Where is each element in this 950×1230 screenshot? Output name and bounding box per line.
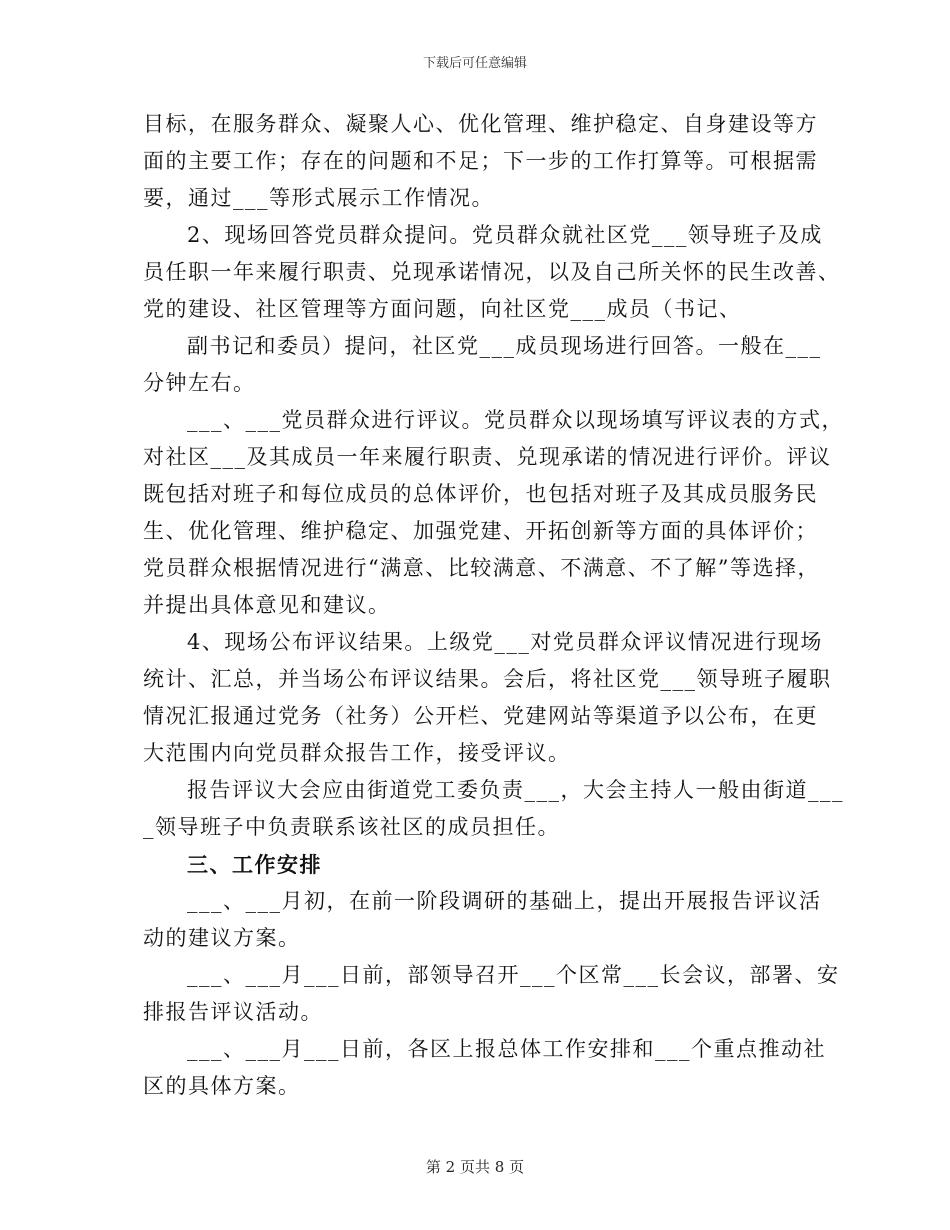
paragraph-line: 报告评议大会应由街道党工委负责___，大会主持人一般由街道___ — [187, 778, 844, 802]
paragraph-line: 党员群众根据情况进行“满意、比较满意、不满意、不了解”等选择， — [143, 556, 820, 580]
paragraph-line: 统计、汇总，并当场公布评议结果。会后，将社区党___领导班子履职 — [143, 667, 832, 691]
paragraph-line: 目标，在服务群众、凝聚人心、优化管理、维护稳定、自身建设等方 — [143, 112, 818, 136]
paragraph-line: _领导班子中负责联系该社区的成员担任。 — [143, 815, 560, 839]
paragraph-line: 动的建议方案。 — [143, 926, 301, 950]
paragraph-line: 员任职一年来履行职责、兑现承诺情况，以及自己所关怀的民生改善、 — [143, 260, 841, 284]
paragraph-line: 2、现场回答党员群众提问。党员群众就社区党___领导班子及成 — [187, 223, 823, 247]
paragraph-line: 4、现场公布评议结果。上级党___对党员群众评议情况进行现场 — [187, 630, 823, 654]
paragraph-line: 排报告评议活动。 — [143, 1000, 323, 1024]
paragraph-line: ___、___月___日前，各区上报总体工作安排和___个重点推动社 — [187, 1037, 826, 1061]
paragraph-line: ___、___月初，在前一阶段调研的基础上，提出开展报告评议活 — [187, 889, 822, 913]
paragraph-line: 既包括对班子和每位成员的总体评价，也包括对班子及其成员服务民 — [143, 482, 818, 506]
paragraph-line: 要，通过___等形式展示工作情况。 — [143, 186, 494, 210]
paragraph-line: 情况汇报通过党务（社务）公开栏、党建网站等渠道予以公布，在更 — [143, 704, 818, 728]
paragraph-line: 生、优化管理、维护稳定、加强党建、开拓创新等方面的具体评价； — [143, 519, 818, 543]
paragraph-line: 党的建设、社区管理等方面问题，向社区党___成员（书记、 — [143, 297, 742, 321]
paragraph-line: 大范围内向党员群众报告工作，接受评议。 — [143, 741, 571, 765]
document-body — [143, 106, 844, 1105]
page-header: 下载后可任意编辑 — [422, 56, 527, 71]
section-heading: 三、工作安排 — [187, 852, 322, 877]
paragraph-line: 面的主要工作；存在的问题和不足；下一步的工作打算等。可根据需 — [143, 149, 818, 173]
page-number: 第 2 页共 8 页 — [425, 1158, 525, 1176]
paragraph-line: 副书记和委员）提问，社区党___成员现场进行回答。一般在___ — [187, 334, 822, 358]
paragraph-line: 并提出具体意见和建议。 — [143, 593, 391, 617]
paragraph-line: 区的具体方案。 — [143, 1074, 301, 1098]
paragraph-line: 分钟左右。 — [143, 371, 256, 395]
paragraph-line: ___、___月___日前，部领导召开___个区常___长会议，部署、安 — [187, 963, 840, 987]
paragraph-line: 对社区___及其成员一年来履行职责、兑现承诺的情况进行评价。评议 — [143, 445, 832, 469]
paragraph-line: ___、___党员群众进行评议。党员群众以现场填写评议表的方式， — [187, 408, 844, 432]
